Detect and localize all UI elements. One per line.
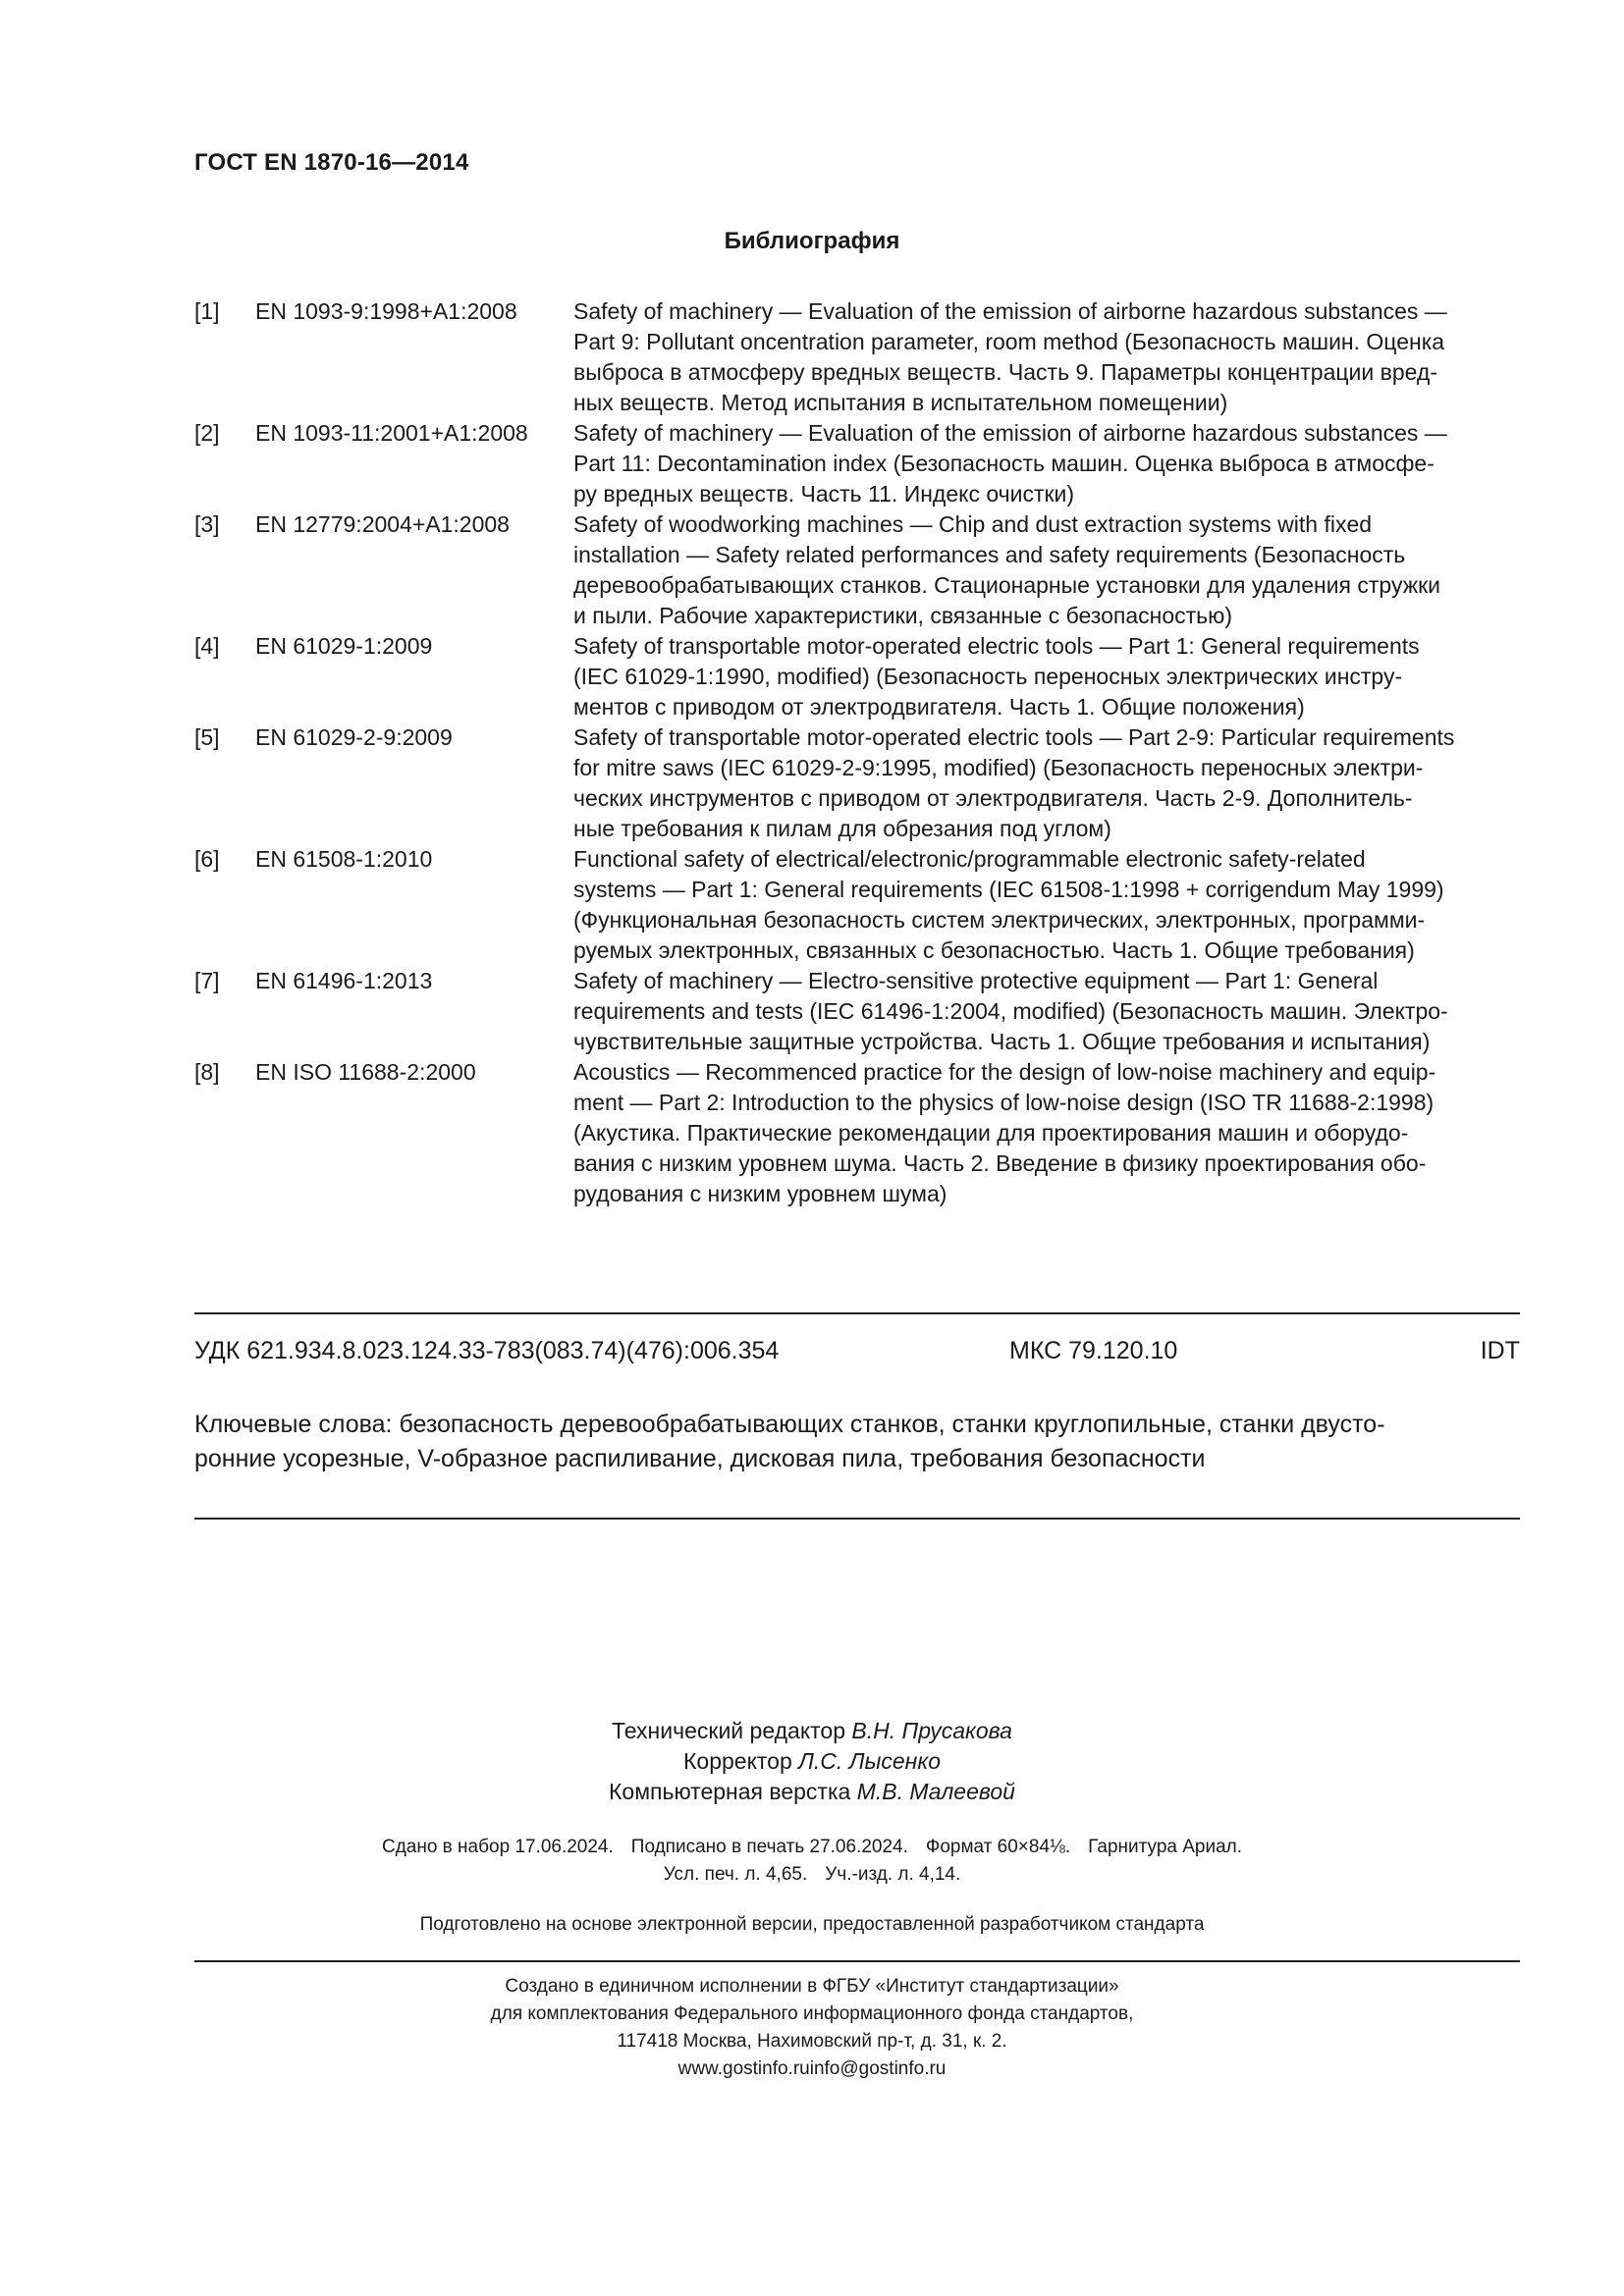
divider-bottom (194, 1518, 1520, 1520)
prepared-note: Подготовлено на основе электронной версии, предоставленной разработчиком стандарта (419, 1914, 1205, 1935)
keywords: Ключевые слова: безопасность деревообрабатывающих станков, станки круглопильные, станки двусто- ронние усорезные, V-образное распиливание, дисковая пила, требования безопасности (194, 1411, 1385, 1472)
website-link[interactable]: www.gostinfo.ru (677, 2058, 810, 2079)
bibliography-entry (194, 296, 1520, 418)
email-link[interactable]: info@gostinfo.ru (809, 2058, 947, 2079)
bibliography-entry (194, 966, 1520, 1057)
bibliography-entry (194, 631, 1520, 722)
udk-code: УДК 621.934.8.023.124.33-783(083.74)(476):006.354 (194, 1337, 780, 1364)
layout-line: Компьютерная верстка М.В. Малеевой (609, 1779, 1015, 1804)
classification-row (194, 1337, 1520, 1365)
entry-standard-code: EN 61029-2-9:2009 (255, 724, 453, 750)
corrector-line: Корректор Л.С. Лысенко (683, 1748, 941, 1774)
divider-top (194, 1312, 1520, 1314)
bibliography-title: Библиография (724, 228, 900, 254)
entry-standard-code: EN 1093-11:2001+A1:2008 (255, 420, 528, 446)
divider-publisher (194, 1960, 1520, 1962)
bibliography-entry (194, 844, 1520, 966)
publisher-info: Создано в единичном исполнении в ФГБУ «Институт стандартизации» для комплектования Федерального информационного фонда стандартов, 117418 Москва, Нахимовский пр-т, д. 31, к. 2. www.gostinfo.ruinfo@gostinfo.ru (490, 1976, 1134, 2079)
tech-editor-line: Технический редактор В.Н. Прусакова (612, 1718, 1012, 1743)
entry-number: [6] (194, 846, 220, 872)
entry-number: [4] (194, 633, 220, 659)
entry-number: [2] (194, 420, 220, 446)
entry-standard-code: EN ISO 11688-2:2000 (255, 1059, 476, 1085)
entry-description: Acoustics — Recommenced practice for the design of low-noise machinery and equip- ment — Part 2: Introduction to the physics of low-noise design (ISO TR 11688-2:1998) (Акустика. Практические рекомендации для проектирования машин и оборудо- вания с низким уровнем шума. Часть 2. Введение в физику проектирования обо- рудования с низким уровнем шума) (573, 1059, 1436, 1206)
entry-description: Safety of transportable motor-operated electric tools — Part 2-9: Particular requirements for mitre saws (IEC 61029-2-9:1995, modified) (Безопасность переносных электри- ческих инструментов с приводом от электродвигателя. Часть 2-9. Дополнитель- ные требования к пилам для обрезания под углом) (573, 724, 1455, 841)
entry-description: Functional safety of electrical/electronic/programmable electronic safety-related systems — Part 1: General requirements (IEC 61508-1:1998 + corrigendum May 1999) (Функциональная безопасность систем электрических, электронных, программи- руемых электронных, связанных с безопасностью. Часть 1. Общие требования) (573, 846, 1444, 963)
entry-description: Safety of machinery — Evaluation of the emission of airborne hazardous substances — Part 9: Pollutant oncentration parameter, room method (Безопасность машин. Оценка выброса в атмосферу вредных веществ. Часть 9. Параметры концентрации вред- ных веществ. Метод испытания в испытательном помещении) (573, 298, 1447, 415)
entry-standard-code: EN 12779:2004+A1:2008 (255, 511, 510, 537)
entry-number: [1] (194, 298, 220, 324)
entry-description: Safety of machinery — Evaluation of the emission of airborne hazardous substances — Part 11: Decontamination index (Безопасность машин. Оценка выброса в атмосфе- ру вредных веществ. Часть 11. Индекс очистки) (573, 420, 1447, 507)
bibliography-list (194, 296, 1520, 1209)
entry-standard-code: EN 61508-1:2010 (255, 846, 433, 872)
entry-number: [5] (194, 724, 220, 750)
entry-description: Safety of woodworking machines — Chip and dust extraction systems with fixed installation — Safety related performances and safety requirements (Безопасность деревообрабатывающих станков. Стационарные установки для удаления стружки и пыли. Рабочие характеристики, связанные с безопасностью) (573, 511, 1441, 628)
bibliography-entry (194, 1057, 1520, 1209)
entry-standard-code: EN 61496-1:2013 (255, 968, 433, 993)
bibliography-entry (194, 418, 1520, 509)
document-code: ГОСТ EN 1870-16—2014 (194, 149, 469, 176)
mks-code: МКС 79.120.10 (1009, 1337, 1178, 1364)
bibliography-entry (194, 722, 1520, 844)
bibliography-entry (194, 509, 1520, 631)
idt-marker: IDT (1480, 1337, 1520, 1364)
imprint-info: Сдано в набор 17.06.2024. Подписано в печать 27.06.2024. Формат 60×84⅛. Гарнитура Ариал. Усл. печ. л. 4,65. Уч.-изд. л. 4,14. (381, 1837, 1243, 1885)
entry-standard-code: EN 1093-9:1998+A1:2008 (255, 298, 517, 324)
entry-number: [8] (194, 1059, 220, 1085)
entry-standard-code: EN 61029-1:2009 (255, 633, 433, 659)
entry-number: [7] (194, 968, 220, 993)
editorial-credits (0, 1716, 1624, 1807)
entry-number: [3] (194, 511, 220, 537)
entry-description: Safety of transportable motor-operated electric tools — Part 1: General requirements (IEC 61029-1:1990, modified) (Безопасность переносных электрических инстру- ментов с приводом от электродвигателя. Часть 1. Общие положения) (573, 633, 1420, 720)
entry-description: Safety of machinery — Electro-sensitive protective equipment — Part 1: General requirements and tests (IEC 61496-1:2004, modified) (Безопасность машин. Электро- чувствительные защитные устройства. Часть 1. Общие требования и испытания) (573, 968, 1448, 1054)
